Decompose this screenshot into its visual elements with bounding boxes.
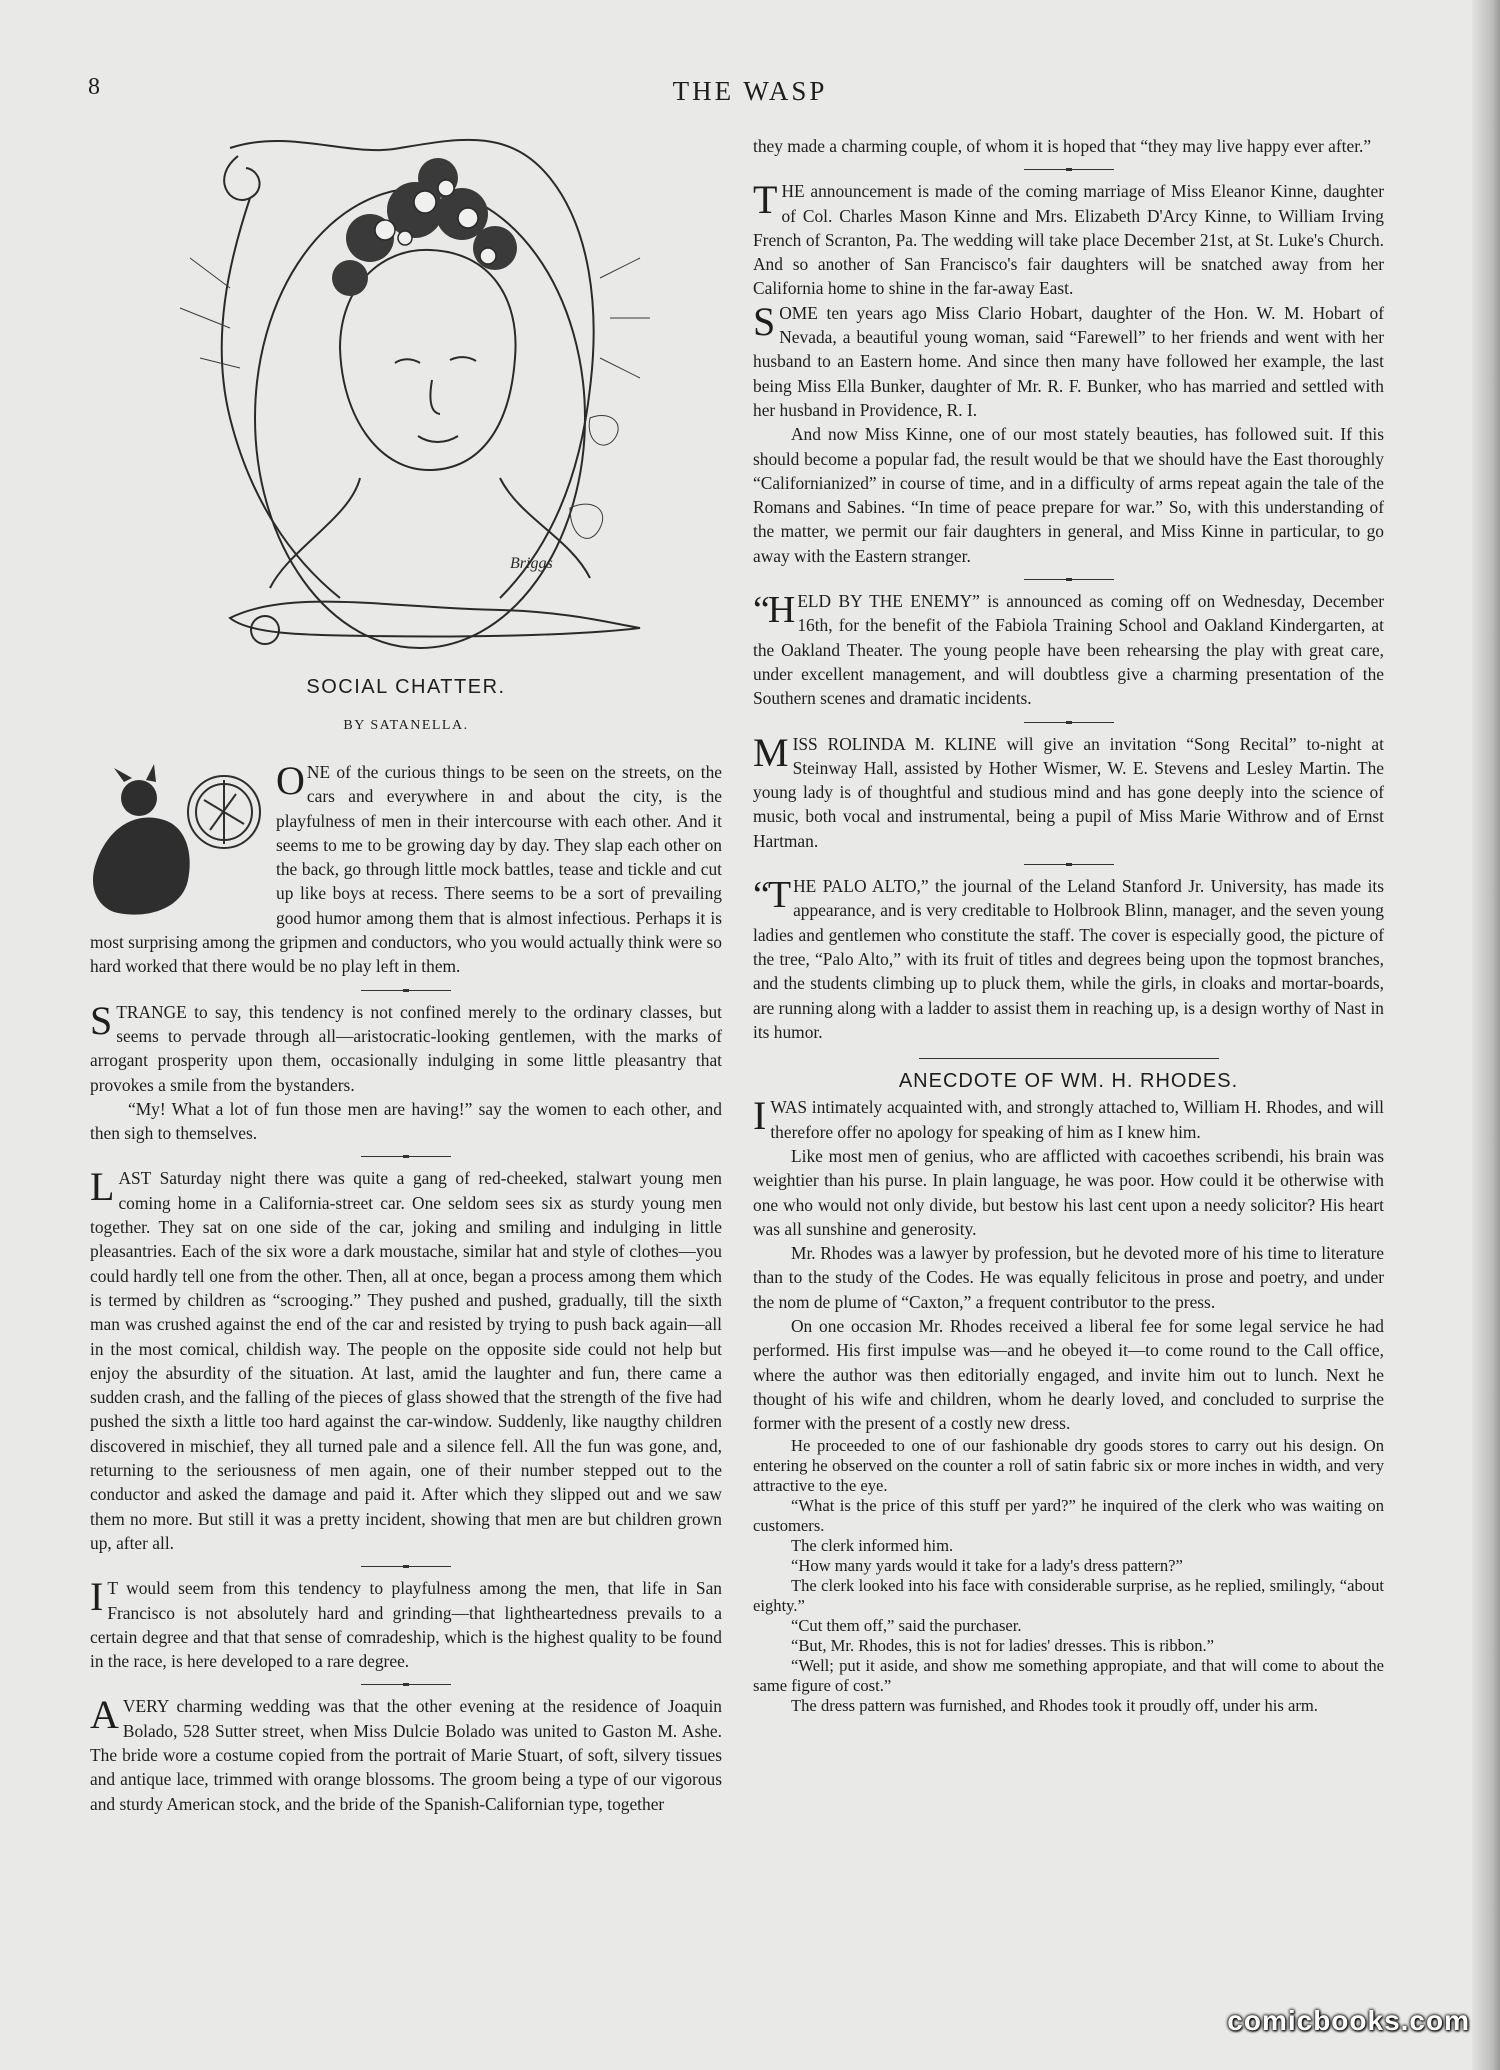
paragraph-price-question: “What is the price of this stuff per yard?” he inquired of the clerk who was waiting on customers.: [753, 1495, 1384, 1535]
paragraph-wedding-continued: they made a charming couple, of whom it is hoped that “they may live happy ever after.”: [753, 136, 1372, 156]
paragraph-hobart: OME ten years ago Miss Clario Hobart, daughter of the Hon. W. M. Hobart of Nevada, a beautiful young woman, said “Farewell” to her friends and went with her husband to an Eastern home. And since then many have followed her example, the last being Miss Ella Bunker, daughter of Mr. R. F. Bunker, who has married and settled with her husband in Providence, R. I.: [753, 302, 1384, 420]
section-divider: [1024, 169, 1114, 170]
paragraph-last-saturday: AST Saturday night there was quite a gang of red-cheeked, stalwart young men coming home in a California-street car. One seldom sees six as sturdy young men together. They sat on one side of the car, joking and smiling and indulging in little pleasantries. Each of the six wore a dark moustache, similar hat and style of clothes—you could hardly tell one from the other. Then, all at once, began a process among them which is termed by children as “scrooging.” They pushed and pushed, gradually, till the sixth man was crushed against the end of the car and resisted by trying to push back again—all in the most comical, childish way. The people on the opposite side could not help but enjoy the absurdity of the situation. At last, amid the laughter and fun, there came a sudden crash, and the falling of the pieces of glass showed that the strength of the five had pushed the sixth a little too hard against the car-window. Suddenly, like naugthy children discovered in mischief, they all turned pale and a silence fell. All the fun was gone, and, returning to the seriousness of men again, one of their number stepped out to the conductor and asked the damage and paid it. After which they slipped out and we saw them no more. But still it was a pretty incident, showing that men are but children grown up, after all.: [90, 1168, 722, 1553]
right-column: [753, 134, 1384, 1716]
drop-cap-m: M: [753, 729, 789, 775]
page-number: 8: [88, 74, 100, 100]
paragraph-ribbon: “But, Mr. Rhodes, this is not for ladies' dresses. This is ribbon.”: [791, 1635, 1215, 1655]
section-divider: [361, 1156, 451, 1157]
site-watermark: comicbooks.com: [1227, 2005, 1470, 2036]
paragraph-dress-furnished: The dress pattern was furnished, and Rhodes took it proudly off, under his arm.: [791, 1695, 1318, 1715]
drop-cap-t2: “T: [753, 874, 790, 917]
paragraph-kinne-announcement: HE announcement is made of the coming marriage of Miss Eleanor Kinne, daughter of Col. Charles Mason Kinne and Mrs. Elizabeth D'Arcy Kinne, to William Irving French of Scranton, Pa. The wedding will take place December 21st, at St. Luke's Church. And so another of San Francisco's fair daughters will be snatched away from her California home to shine in the far-away East.: [753, 181, 1384, 299]
paragraph-clerk-informed: The clerk informed him.: [791, 1535, 954, 1555]
paragraph-kline-recital: ISS ROLINDA M. KLINE will give an invitation “Song Recital” to-night at Steinway Hall, assisted by Hother Wismer, W. E. Stevens and Lesley Martin. The young lady is of thoughtful and studious mind and has gone deeply into the science of music, both vocal and instrumental, being a pupil of Miss Marie Withrow and of Ernst Hartman.: [753, 733, 1384, 851]
drop-cap-h: “H: [753, 589, 794, 632]
section-divider: [1024, 579, 1114, 580]
drop-cap-s2: S: [753, 298, 776, 344]
drop-cap-a: A: [90, 1692, 119, 1738]
paragraph-strange: TRANGE to say, this tendency is not confined merely to the ordinary classes, but seems to pervade through all—aristocratic-looking gentlemen, with the marks of arrogant prosperity upon them, occasionally indulging in some little pleasantry that provokes a smile from the bystanders.: [90, 1001, 722, 1095]
drop-cap-i: I: [90, 1574, 104, 1620]
drop-cap-s: S: [90, 997, 113, 1043]
drop-cap-i2: I: [753, 1093, 767, 1139]
paragraph-my-what-fun: “My! What a lot of fun those men are having!” say the women to each other, and then sigh to themselves.: [90, 1098, 722, 1144]
page-edge: [1472, 0, 1500, 2070]
paragraph-something-appropriate: “Well; put it aside, and show me something appropiate, and that will come to about the same figure of cost.”: [753, 1655, 1384, 1695]
drop-cap-t: T: [753, 177, 778, 223]
paragraph-it-would-seem: T would seem from this tendency to playfulness among the men, that life in San Francisco is not absolutely hard and grinding—that lightheartedness prevails to a certain degree and that that sense of comradeship, which is the highest quality to be found in the race, is here developed to a rare degree.: [90, 1578, 722, 1672]
paragraph-acquainted: WAS intimately acquainted with, and strongly attached to, William H. Rhodes, and will therefore offer no apology for speaking of him as I knew him.: [770, 1097, 1384, 1142]
article-byline: BY SATANELLA.: [343, 718, 469, 733]
section-divider: [361, 990, 451, 991]
paragraph-how-many-yards: “How many yards would it take for a lady's dress pattern?”: [791, 1555, 1183, 1575]
masthead-title: THE WASP: [672, 76, 828, 106]
section-divider: [1024, 722, 1114, 723]
section-divider: [1024, 864, 1114, 865]
paragraph-liberal-fee: On one occasion Mr. Rhodes received a liberal fee for some legal service he had performed. His first impulse was—and he obeyed it—to come round to the Call office, where the author was then editorially engaged, and invite him out to lunch. Next he thought of his wife and children, whom he dearly loved, and concluded to surprise the former with the present of a costly new dress.: [753, 1316, 1384, 1434]
drop-cap-o: O: [276, 758, 305, 803]
paragraph-lawyer: Mr. Rhodes was a lawyer by profession, but he devoted more of his time to literature than to the study of the Codes. He was equally felicitous in prose and poetry, and under the nom de plume of “Caxton,” a frequent contributor to the press.: [753, 1243, 1384, 1312]
paragraph-miss-kinne: And now Miss Kinne, one of our most stately beauties, has followed suit. If this should become a popular fad, the result would be that we should have the East thoroughly “Californianized” in course of time, and in a difficulty of arms repeat again the tale of the Romans and Sabines. “In time of peace prepare for war.” So, with this understanding of the matter, we permit our fair daughters in general, and Miss Kinne in particular, to go away with the Eastern stranger.: [753, 424, 1384, 566]
paragraph-charming-wedding: VERY charming wedding was that the other evening at the residence of Joaquin Bolado, 528 Sutter street, when Miss Dulcie Bolado was united to Gaston M. Ashe. The bride wore a costume copied from the portrait of Marie Stuart, of soft, silvery tissues and antique lace, trimmed with orange blossoms. The groom being a type of our vigorous and sturdy American stock, and the bride of the Spanish-Californian type, together: [90, 1696, 722, 1814]
article-title: SOCIAL CHATTER.: [306, 676, 506, 698]
paragraph-dry-goods: He proceeded to one of our fashionable dry goods stores to carry out his design. On entering he observed on the counter a roll of satin fabric six or more inches in width, and very attractive to the eye.: [753, 1435, 1384, 1495]
anecdote-title: ANECDOTE OF WM. H. RHODES.: [898, 1070, 1239, 1093]
article-separator: [919, 1058, 1219, 1059]
drop-cap-l: L: [90, 1164, 115, 1210]
paragraph-palo-alto: HE PALO ALTO,” the journal of the Leland Stanford Jr. University, has made its appearance, and is very creditable to Holbrook Blinn, manager, and the seven young ladies and gentlemen who constitute the staff. The cover is especially good, the picture of the tree, “Palo Alto,” with its fruit of titles and degrees being upon the topmost branches, and the students climbing up to pluck them, while the girls, in cloaks and mortar-boards, are running along with a ladder to assist them in reaching up, is a design worthy of Nast in its humor.: [753, 876, 1384, 1042]
paragraph-cut-them-off: “Cut them off,” said the purchaser.: [791, 1615, 1022, 1635]
paragraph-men-of-genius: Like most men of genius, who are afflicted with cacoethes scribendi, his brain was weightier than his purse. In plain language, he was poor. How could it be otherwise with one who would not only divide, but bestow his last cent upon a needy solicitor? His heart was all sunshine and generosity.: [753, 1145, 1384, 1239]
jester-vignette: [84, 760, 272, 920]
paragraph-playfulness: NE of the curious things to be seen on the streets, on the cars and everywhere in and about the city, is the playfulness of men in their intercourse with each other. And it seems to me to be growing day by day. They slap each other on the back, go through little mock battles, tease and tickle and cut up like boys at recess. There seems to be a sort of prevailing good humor among them that is almost infectious. Perhaps it is most surprising among the gripmen and conductors, who you would actually think were so hard worked that there would be no play left in them.: [90, 762, 722, 977]
section-divider: [361, 1566, 451, 1567]
portrait-illustration: [170, 118, 660, 678]
illustrator-signature: Briggs: [510, 555, 553, 572]
left-column: [90, 760, 722, 1816]
paragraph-about-eighty: The clerk looked into his face with considerable surprise, as he replied, smilingly, “about eighty.”: [753, 1575, 1384, 1615]
paragraph-held-by-enemy: ELD BY THE ENEMY” is announced as coming off on Wednesday, December 16th, for the benefit of the Fabiola Training School and Oakland Kindergarten, at the Oakland Theater. The young people have been rehearsing the play with great care, under excellent management, and will doubtless give a charming presentation of the Southern scenes and dramatic incidents.: [753, 591, 1384, 709]
section-divider: [361, 1684, 451, 1685]
